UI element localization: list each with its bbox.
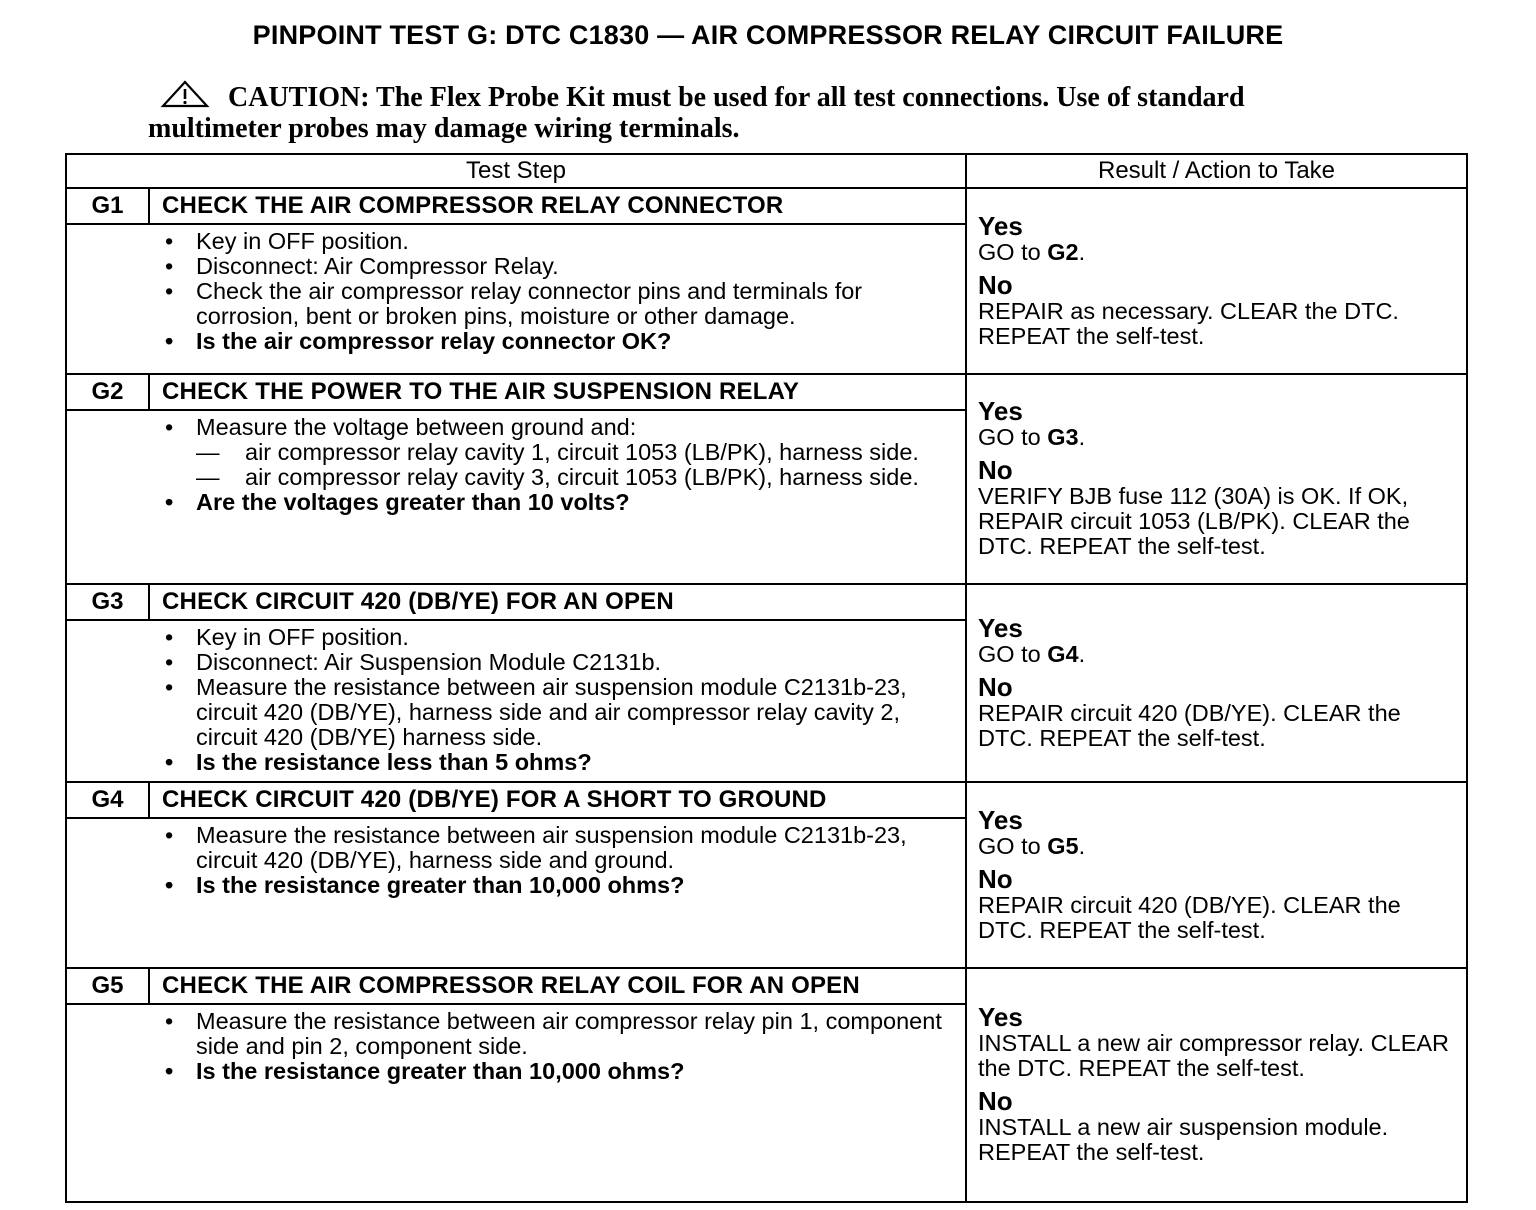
step-g5-heading-row [66, 968, 1467, 1004]
goto-target: G3 [1047, 424, 1079, 450]
goto-target: G5 [1047, 832, 1079, 859]
list-item: • Measure the voltage between ground and: — air compressor relay cavity 1, circuit 1053 (LB/PK), harness side. — air compressor relay cavity 3, circuit 1053 (LB/PK), harness side. [159, 415, 951, 490]
step-g3-heading-row [66, 584, 1467, 620]
step-id: G5 [66, 968, 149, 1004]
page-title: PINPOINT TEST G: DTC C1830 — AIR COMPRESSOR RELAY CIRCUIT FAILURE [252, 20, 1284, 50]
list-item: • Measure the resistance between air suspension module C2131b-23, circuit 420 (DB/YE), harness side and air compressor relay cavity 2, circuit 420 (DB/YE) harness side. [159, 675, 951, 750]
step-g3-result [966, 584, 1467, 782]
list-item: • Key in OFF position. [159, 229, 951, 254]
step-g2-result [966, 374, 1467, 584]
header-test-step: Test Step [66, 154, 966, 188]
sub-list-item: — air compressor relay cavity 1, circuit 1053 (LB/PK), harness side. [196, 440, 951, 465]
yes-action: GO to G2. [978, 238, 1086, 265]
yes-label: Yes [978, 612, 1023, 643]
yes-action: GO to G5. [978, 832, 1086, 859]
goto-target: G2 [1047, 238, 1079, 265]
yes-label: Yes [978, 396, 1023, 426]
step-g4-instructions [149, 818, 966, 968]
no-label: No [978, 671, 1013, 702]
yes-action: INSTALL a new air compressor relay. CLEAR the DTC. REPEAT the self-test. [978, 1030, 1450, 1081]
step-id: G3 [66, 584, 149, 620]
step-heading: CHECK THE AIR COMPRESSOR RELAY COIL FOR AN OPEN [149, 968, 966, 1004]
no-action: REPAIR circuit 420 (DB/YE). CLEAR the DTC. REPEAT the self-test. [978, 699, 1401, 751]
no-action: REPAIR as necessary. CLEAR the DTC. REPEAT the self-test. [978, 297, 1399, 349]
step-heading: CHECK CIRCUIT 420 (DB/YE) FOR A SHORT TO GROUND [149, 782, 966, 818]
list-item: • Measure the resistance between air suspension module C2131b-23, circuit 420 (DB/YE), harness side and ground. [159, 823, 951, 873]
list-item: • Check the air compressor relay connector pins and terminals for corrosion, bent or broken pins, moisture or other damage. [159, 279, 951, 329]
step-heading: CHECK THE POWER TO THE AIR SUSPENSION RELAY [149, 374, 966, 410]
step-g5-instructions [149, 1004, 966, 1202]
step-heading: CHECK THE AIR COMPRESSOR RELAY CONNECTOR [149, 188, 966, 224]
list-item: • Disconnect: Air Compressor Relay. [159, 254, 951, 279]
step-g4-result [966, 782, 1467, 968]
step-g4-heading-row [66, 782, 1467, 818]
no-action: REPAIR circuit 420 (DB/YE). CLEAR the DTC. REPEAT the self-test. [978, 891, 1401, 943]
no-action: INSTALL a new air suspension module. REPEAT the self-test. [978, 1114, 1389, 1165]
step-g1-instructions [149, 224, 966, 374]
step-question: • Is the resistance greater than 10,000 ohms? [159, 1059, 951, 1084]
step-question: • Is the air compressor relay connector OK? [159, 329, 951, 354]
no-action: VERIFY BJB fuse 112 (30A) is OK. If OK, REPAIR circuit 1053 (LB/PK). CLEAR the DTC. REPEAT the self-test. [978, 483, 1410, 559]
step-g5-result [966, 968, 1467, 1202]
step-g1-result [966, 188, 1467, 374]
yes-action: GO to G3. [978, 424, 1086, 450]
step-id: G2 [66, 374, 149, 410]
step-id: G1 [66, 188, 149, 224]
step-g1-heading-row [66, 188, 1467, 224]
list-item: • Disconnect: Air Suspension Module C2131b. [159, 650, 951, 675]
yes-label: Yes [978, 804, 1023, 835]
no-label: No [978, 863, 1013, 894]
no-label: No [978, 269, 1013, 300]
step-g2-heading-row [66, 374, 1467, 410]
caution-text: CAUTION: The Flex Probe Kit must be used for all test connections. Use of standard multimeter probes may damage wiring terminals. [148, 82, 1245, 144]
header-result-action: Result / Action to Take [966, 154, 1467, 188]
list-item: • Measure the resistance between air compressor relay pin 1, component side and pin 2, component side. [159, 1009, 951, 1059]
no-label: No [978, 455, 1013, 485]
warning-triangle-icon [160, 80, 210, 108]
no-label: No [978, 1086, 1013, 1116]
step-g3-instructions [149, 620, 966, 782]
yes-action: GO to G4. [978, 640, 1086, 667]
step-question: • Are the voltages greater than 10 volts? [159, 490, 951, 515]
step-question: • Is the resistance less than 5 ohms? [159, 750, 951, 775]
step-id: G4 [66, 782, 149, 818]
step-question: • Is the resistance greater than 10,000 ohms? [159, 873, 951, 898]
table-header-row [66, 154, 1467, 188]
list-item: • Key in OFF position. [159, 625, 951, 650]
pinpoint-table [65, 153, 1468, 1203]
yes-label: Yes [978, 210, 1023, 241]
yes-label: Yes [978, 1002, 1023, 1032]
step-g2-instructions [149, 410, 966, 584]
step-heading: CHECK CIRCUIT 420 (DB/YE) FOR AN OPEN [149, 584, 966, 620]
goto-target: G4 [1047, 640, 1079, 667]
caution-note [148, 80, 1328, 144]
sub-list-item: — air compressor relay cavity 3, circuit 1053 (LB/PK), harness side. [196, 465, 951, 490]
